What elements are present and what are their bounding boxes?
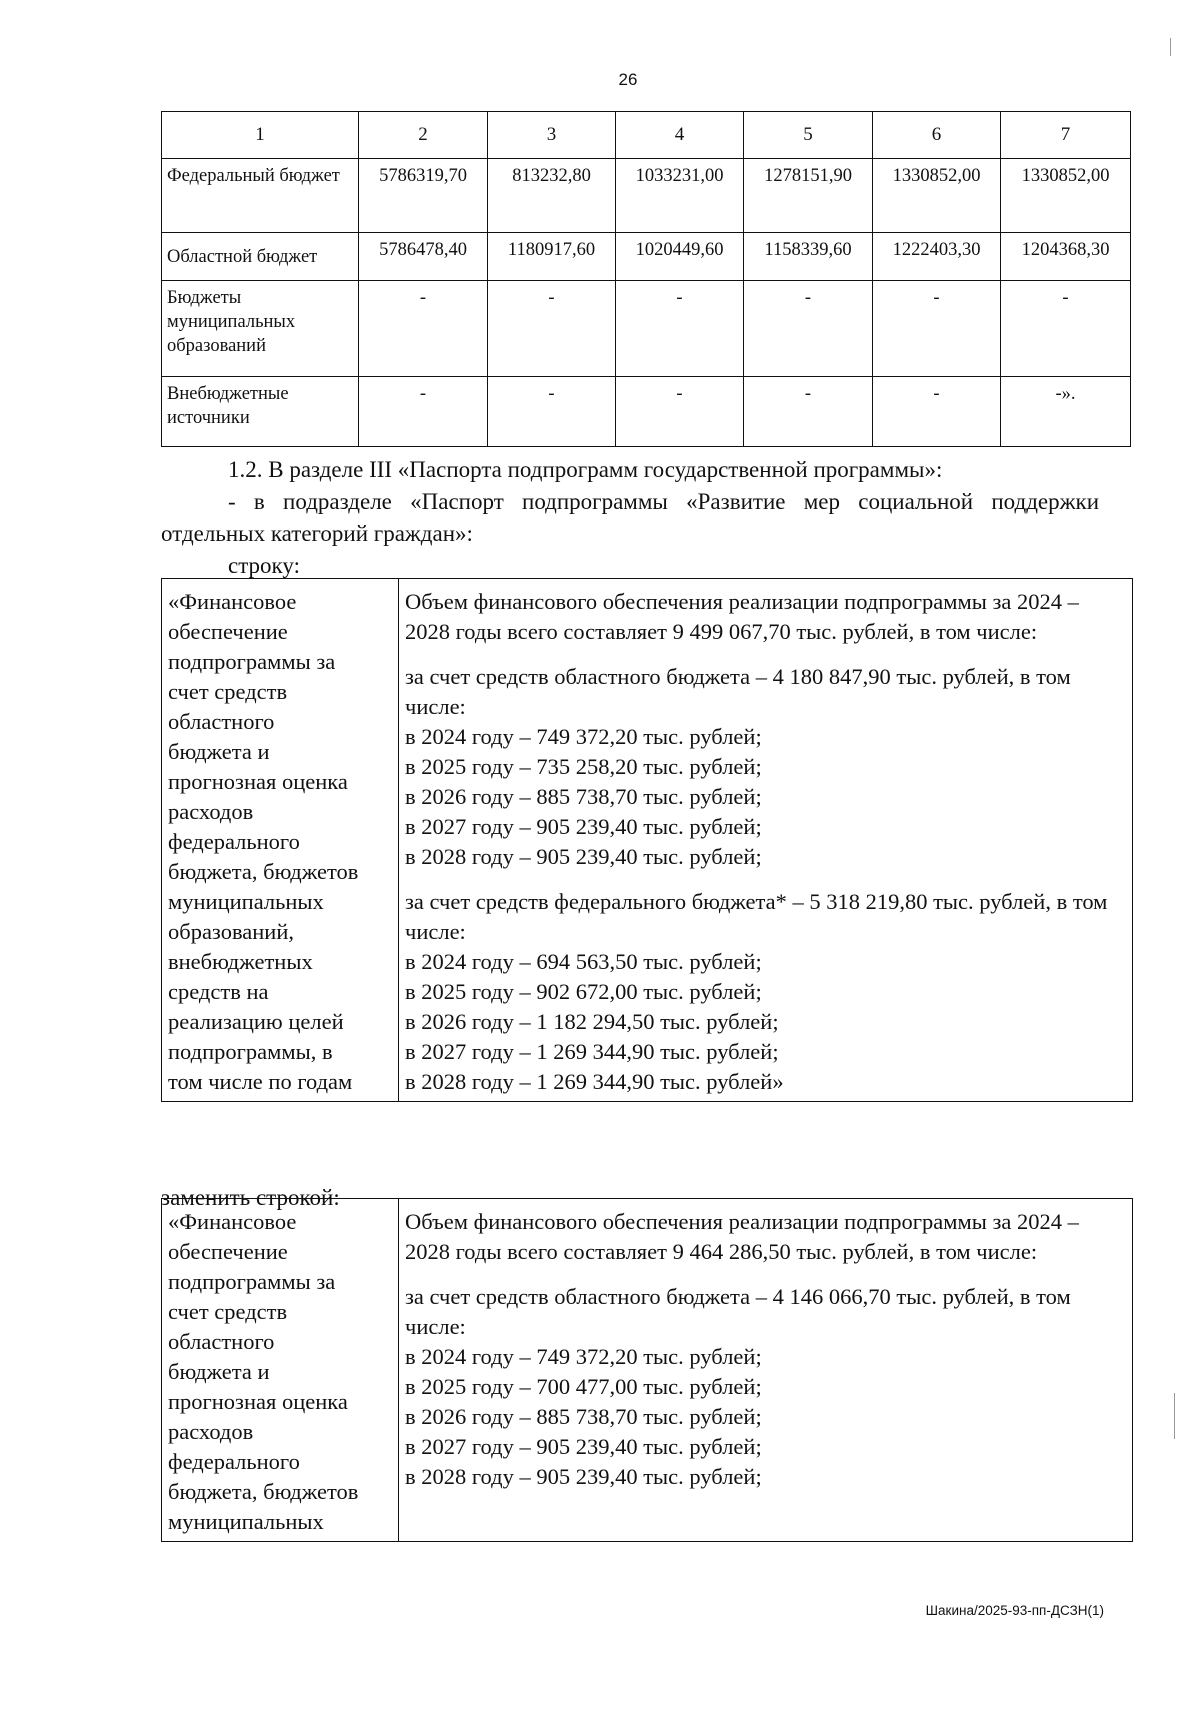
left-cell-line: бюджета, бюджетов: [168, 859, 359, 884]
year-line: в 2027 году – 905 239,40 тыс. рублей;: [405, 1434, 762, 1459]
budget-table: [161, 111, 1131, 447]
left-cell-line: образований,: [168, 919, 295, 944]
left-cell-line: областного: [168, 709, 275, 734]
left-cell-line: расходов: [168, 1419, 254, 1444]
column-header: 4: [616, 112, 744, 159]
table-cell: 1330852,00: [1001, 159, 1131, 233]
table-cell: -: [488, 377, 616, 447]
left-cell-line: подпрограммы за: [168, 1269, 336, 1294]
table-cell: 1204368,30: [1001, 233, 1131, 281]
left-cell-line: том числе по годам: [168, 1069, 353, 1094]
year-line: в 2028 году – 905 239,40 тыс. рублей;: [405, 1464, 762, 1489]
table-cell: 1180917,60: [488, 233, 616, 281]
new-row-left-cell: [162, 1199, 399, 1542]
table-cell: -: [873, 281, 1001, 377]
old-row-left-cell: [162, 579, 399, 1102]
old-row-federal-head: за счет средств федерального бюджета* – 5 318 219,80 тыс. рублей, в том числе:: [405, 889, 1108, 944]
table-cell: 5786319,70: [359, 159, 488, 233]
table-cell: 5786478,40: [359, 233, 488, 281]
table-cell: -: [744, 377, 873, 447]
column-header: 5: [744, 112, 873, 159]
left-cell-line: счет средств: [168, 1299, 288, 1324]
left-cell-line: обеспечение: [168, 1239, 288, 1264]
old-row-regional-head: за счет средств областного бюджета – 4 180 847,90 тыс. рублей, в том числе:: [405, 664, 1071, 719]
left-cell-line: «Финансовое: [168, 589, 297, 614]
left-cell-line: счет средств: [168, 679, 288, 704]
left-cell-line: муниципальных: [168, 1509, 324, 1534]
year-line: в 2024 году – 694 563,50 тыс. рублей;: [405, 949, 762, 974]
year-line: в 2027 году – 905 239,40 тыс. рублей;: [405, 814, 762, 839]
old-passport-row: [161, 578, 1133, 1102]
table-cell: -: [873, 377, 1001, 447]
left-cell-line: внебюджетных: [168, 949, 313, 974]
year-line: в 2025 году – 735 258,20 тыс. рублей;: [405, 754, 762, 779]
column-header: 6: [873, 112, 1001, 159]
table-cell: 1158339,60: [744, 233, 873, 281]
left-cell-line: муниципальных: [168, 889, 324, 914]
table-header-row: [162, 112, 1131, 159]
table-row: [162, 233, 1131, 281]
table-cell: 1020449,60: [616, 233, 744, 281]
old-row-right-cell: [399, 579, 1133, 1102]
left-cell-line: прогнозная оценка: [168, 1389, 348, 1414]
new-row-regional-head: за счет средств областного бюджета – 4 146 066,70 тыс. рублей, в том числе:: [405, 1284, 1071, 1339]
row-label: Бюджеты муниципальных образований: [162, 281, 359, 377]
subsection-text: - в подразделе «Паспорт подпрограммы «Развитие мер социальной поддержки отдельных категорий граждан»:: [161, 489, 1099, 546]
left-cell-line: подпрограммы, в: [168, 1039, 333, 1064]
column-header: 3: [488, 112, 616, 159]
year-line: в 2026 году – 885 738,70 тыс. рублей;: [405, 1404, 762, 1429]
left-cell-line: расходов: [168, 799, 254, 824]
left-cell-line: бюджета и: [168, 1359, 270, 1384]
left-cell-line: областного: [168, 1329, 275, 1354]
year-line: в 2027 году – 1 269 344,90 тыс. рублей;: [405, 1039, 779, 1064]
scan-edge-mark: [1170, 38, 1171, 56]
column-header: 7: [1001, 112, 1131, 159]
table-cell: -: [488, 281, 616, 377]
table-row: [162, 281, 1131, 377]
column-header: 1: [162, 112, 359, 159]
section-heading: 1.2. В разделе III «Паспорта подпрограмм государственной программы»:: [228, 457, 943, 482]
year-line: в 2028 году – 905 239,40 тыс. рублей;: [405, 844, 762, 869]
table-row: [162, 159, 1131, 233]
column-header: 2: [359, 112, 488, 159]
left-cell-line: средств на: [168, 979, 269, 1004]
table-cell: -: [1001, 281, 1131, 377]
left-cell-line: подпрограммы за: [168, 649, 336, 674]
year-line: в 2024 году – 749 372,20 тыс. рублей;: [405, 724, 762, 749]
table-cell: -: [744, 281, 873, 377]
table-cell: 1278151,90: [744, 159, 873, 233]
left-cell-line: бюджета и: [168, 739, 270, 764]
left-cell-line: обеспечение: [168, 619, 288, 644]
year-line: в 2028 году – 1 269 344,90 тыс. рублей»: [405, 1069, 784, 1094]
left-cell-line: прогнозная оценка: [168, 769, 348, 794]
year-line: в 2025 году – 902 672,00 тыс. рублей;: [405, 979, 762, 1004]
year-line: в 2024 году – 749 372,20 тыс. рублей;: [405, 1344, 762, 1369]
left-cell-line: бюджета, бюджетов: [168, 1479, 359, 1504]
row-label-text: строку:: [228, 553, 300, 578]
table-cell: -».: [1001, 377, 1131, 447]
year-line: в 2026 году – 885 738,70 тыс. рублей;: [405, 784, 762, 809]
table-cell: -: [359, 377, 488, 447]
new-row-right-cell: [399, 1199, 1133, 1542]
row-label: Федеральный бюджет: [162, 159, 359, 233]
left-cell-line: реализацию целей: [168, 1009, 344, 1034]
year-line: в 2025 году – 700 477,00 тыс. рублей;: [405, 1374, 762, 1399]
scan-edge-mark: [1174, 1393, 1175, 1439]
left-cell-line: федерального: [168, 1449, 300, 1474]
table-cell: 1222403,30: [873, 233, 1001, 281]
table-cell: -: [359, 281, 488, 377]
new-row-intro: Объем финансового обеспечения реализации подпрограммы за 2024 – 2028 годы всего составляет 9 464 286,50 тыс. рублей, в том числе:: [405, 1209, 1079, 1264]
table-row: [162, 377, 1131, 447]
left-cell-line: «Финансовое: [168, 1209, 297, 1234]
document-footer-code: Шакина/2025-93-пп-ДСЗН(1): [925, 1603, 1104, 1618]
year-line: в 2026 году – 1 182 294,50 тыс. рублей;: [405, 1009, 779, 1034]
page-number: 26: [618, 70, 638, 89]
left-cell-line: федерального: [168, 829, 300, 854]
old-row-intro: Объем финансового обеспечения реализации подпрограммы за 2024 – 2028 годы всего составляет 9 499 067,70 тыс. рублей, в том числе:: [405, 589, 1079, 644]
table-cell: -: [616, 281, 744, 377]
table-cell: -: [616, 377, 744, 447]
row-label: Областной бюджет: [162, 233, 359, 281]
replace-with-text: заменить строкой:: [161, 1185, 340, 1210]
new-passport-row: [161, 1198, 1133, 1542]
table-cell: 813232,80: [488, 159, 616, 233]
row-label: Внебюджетные источники: [162, 377, 359, 447]
table-cell: 1330852,00: [873, 159, 1001, 233]
table-cell: 1033231,00: [616, 159, 744, 233]
